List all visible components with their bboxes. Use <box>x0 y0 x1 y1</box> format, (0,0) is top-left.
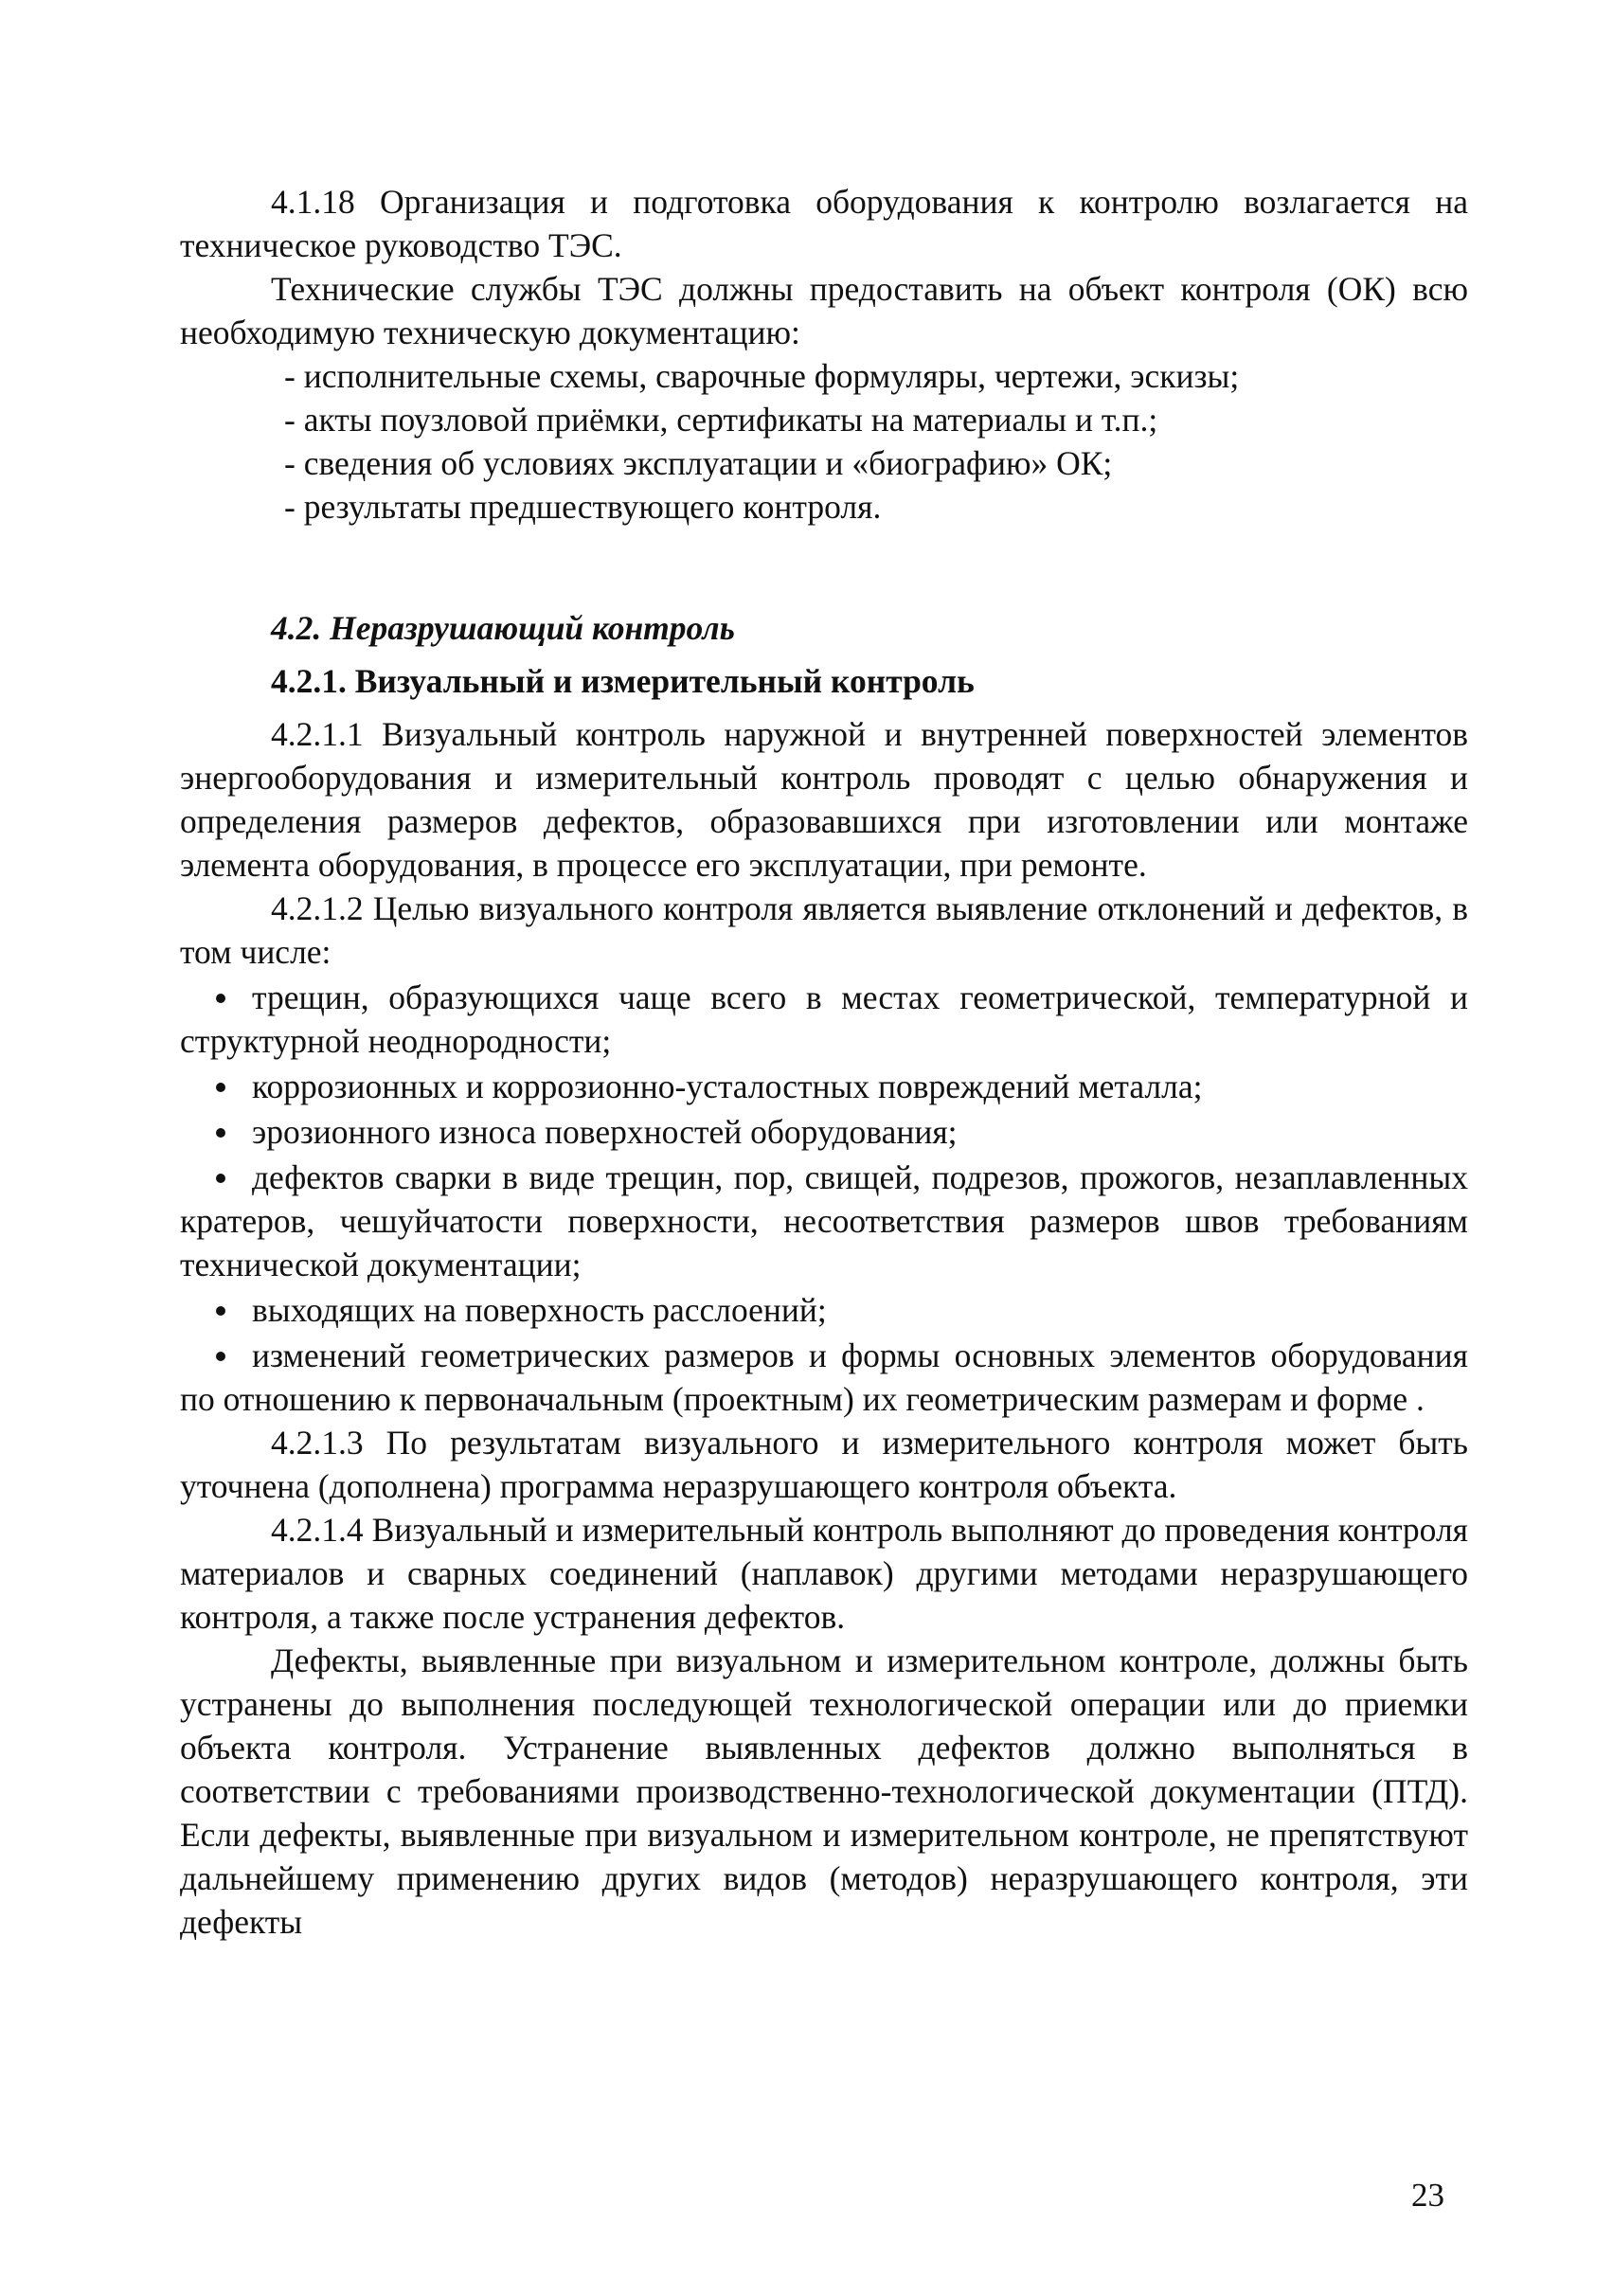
paragraph-documentation: Технические службы ТЭС должны предоставить на объект контроля (ОК) всю необходимую техническую документацию: <box>180 270 1468 351</box>
list-item: - результаты предшествующего контроля. <box>284 488 882 526</box>
bullet-icon <box>216 1352 225 1361</box>
list-item: - акты поузловой приёмки, сертификаты на материалы и т.п.; <box>284 401 1158 439</box>
bullet-list-item <box>180 1156 1468 1286</box>
bullet-text: эрозионного износа поверхностей оборудования; <box>252 1113 958 1151</box>
bullet-list-item <box>180 1288 1468 1332</box>
bullet-list-item <box>180 1065 1468 1108</box>
bullet-icon <box>216 994 225 1003</box>
bullet-text: изменений геометрических размеров и формы основных элементов оборудования по отношению к первоначальным (проектным) их геометрическим размерам и форме . <box>180 1336 1468 1418</box>
page-number: 23 <box>1411 2177 1444 2214</box>
bullet-icon <box>216 1128 225 1138</box>
bullet-text: выходящих на поверхность расслоений; <box>252 1291 827 1329</box>
paragraph-4-2-1-3: 4.2.1.3 По результатам визуального и измерительного контроля может быть уточнена (дополнена) программа неразрушающего контроля объекта. <box>180 1424 1468 1505</box>
bullet-text: дефектов сварки в виде трещин, пор, свищей, подрезов, прожогов, незаплавленных кратеров, чешуйчатости поверхности, несоответствия размеров швов требованиям технической документации; <box>180 1158 1468 1283</box>
list-item: - сведения об условиях эксплуатации и «биографию» ОК; <box>284 444 1113 482</box>
document-page <box>180 180 1468 1944</box>
section-heading: 4.2. Неразрушающий контроль <box>271 609 735 647</box>
paragraph-4-2-1-4: 4.2.1.4 Визуальный и измерительный контроль выполняют до проведения контроля материалов и сварных соединений (наплавок) другими методами неразрушающего контроля, а также после устранения дефектов. <box>180 1511 1468 1636</box>
bullet-icon <box>216 1174 225 1183</box>
bullet-list-item <box>180 1334 1468 1421</box>
subsection-heading: 4.2.1. Визуальный и измерительный контроль <box>271 662 975 700</box>
paragraph-4-2-1-2: 4.2.1.2 Целью визуального контроля является выявление отклонений и дефектов, в том числе: <box>180 889 1468 971</box>
bullet-icon <box>216 1306 225 1316</box>
paragraph-4-1-18: 4.1.18 Организация и подготовка оборудования к контролю возлагается на техническое руководство ТЭС. <box>180 183 1468 264</box>
bullet-list-item <box>180 1110 1468 1154</box>
bullet-icon <box>216 1083 225 1092</box>
list-item: - исполнительные схемы, сварочные формуляры, чертежи, эскизы; <box>284 357 1240 395</box>
bullet-text: трещин, образующихся чаще всего в местах геометрической, температурной и структурной неоднородности; <box>180 978 1468 1060</box>
paragraph-defects: Дефекты, выявленные при визуальном и измерительном контроле, должны быть устранены до выполнения последующей технологической операции или до приемки объекта контроля. Устранение выявленных дефектов должно выполняться в соответствии с требованиями производственно-технологической документации (ПТД). Если дефекты, выявленные при визуальном и измерительном контроле, не препятствуют дальнейшему применению других видов (методов) неразрушающего контроля, эти дефекты <box>180 1641 1468 1941</box>
paragraph-4-2-1-1: 4.2.1.1 Визуальный контроль наружной и внутренней поверхностей элементов энергооборудования и измерительный контроль проводят с целью обнаружения и определения размеров дефектов, образовавшихся при изготовлении или монтаже элемента оборудования, в процессе его эксплуатации, при ремонте. <box>180 715 1468 884</box>
bullet-text: коррозионных и коррозионно-усталостных повреждений металла; <box>252 1067 1203 1105</box>
bullet-list-item <box>180 976 1468 1063</box>
